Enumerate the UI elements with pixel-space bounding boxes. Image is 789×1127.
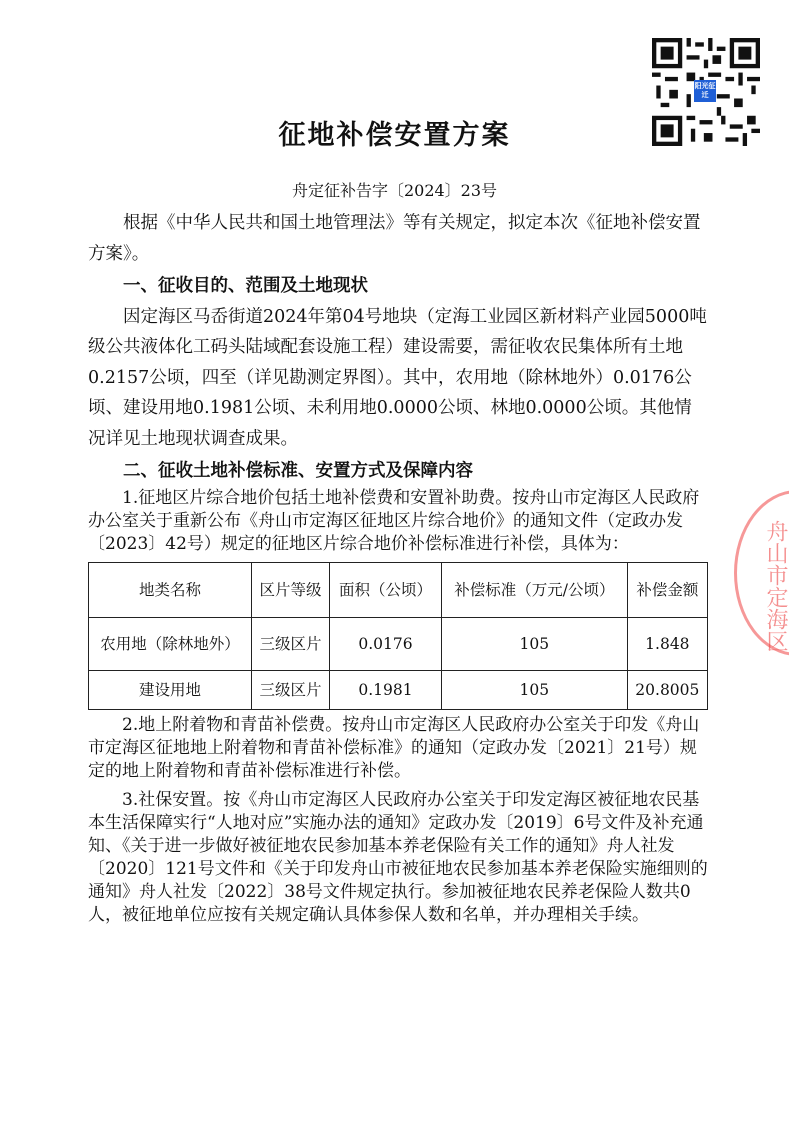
table-cell: 三级区片 [252, 670, 330, 709]
official-seal-text: 舟山市定海区 [763, 520, 788, 652]
table-header-cell: 补偿标准（万元/公顷） [441, 562, 627, 617]
table-row [89, 617, 708, 670]
table-cell: 105 [441, 617, 627, 670]
item3-paragraph: 3.社保安置。按《舟山市定海区人民政府办公室关于印发定海区被征地农民基本生活保障实行“人地对应”实施办法的通知》定政办发〔2019〕6号文件及补充通知、《关于进一步做好被征地农民参加基本养老保险有关工作的通知》舟人社发〔2020〕121号文件和《关于印发舟山市被征地农民参加基本养老保险实施细则的通知》舟人社发〔2022〕38号文件规定执行。参加被征地农民养老保险人数共0人，被征地单位应按有关规定确认具体参保人数和名单，并办理相关手续。 [88, 789, 708, 925]
table-header-cell: 面积（公顷） [329, 562, 441, 617]
table-cell: 105 [441, 670, 627, 709]
table-cell: 20.8005 [627, 670, 707, 709]
table-cell: 0.1981 [329, 670, 441, 709]
section1-paragraph: 因定海区马岙街道2024年第04号地块（定海工业园区新材料产业园5000吨级公共液体化工码头陆域配套设施工程）建设需要，需征收农民集体所有土地0.2157公顷，四至（详见勘测定界图）。其中，农用地（除林地外）0.0176公顷、建设用地0.1981公顷、未利用地0.0000公顷、林地0.0000公顷。其他情况详见土地现状调查成果。 [88, 306, 707, 449]
intro-paragraph: 根据《中华人民共和国土地管理法》等有关规定，拟定本次《征地补偿安置方案》。 [88, 213, 701, 264]
table-cell: 1.848 [627, 617, 707, 670]
document-number: 舟定征补告字〔2024〕23号 [291, 181, 498, 200]
table-cell: 农用地（除林地外） [89, 617, 252, 670]
table-header-cell: 区片等级 [252, 562, 330, 617]
qr-badge: 阳光征迁 [694, 80, 716, 102]
section2-heading: 二、征收土地补偿标准、安置方式及保障内容 [123, 461, 473, 481]
table-cell: 0.0176 [329, 617, 441, 670]
table-header-cell: 地类名称 [89, 562, 252, 617]
table-row [89, 670, 708, 709]
item1-paragraph: 1.征地区片综合地价包括土地补偿费和安置补助费。按舟山市定海区人民政府办公室关于重新公布《舟山市定海区征地区片综合地价》的通知文件（定政办发〔2023〕42号）规定的征地区片综合地价补偿标准进行补偿，具体为： [88, 487, 700, 554]
section1-heading: 一、征收目的、范围及土地现状 [123, 276, 368, 296]
item2-paragraph: 2.地上附着物和青苗补偿费。按舟山市定海区人民政府办公室关于印发《舟山市定海区征地地上附着物和青苗补偿标准》的通知（定政办发〔2021〕21号）规定的地上附着物和青苗补偿标准进行补偿。 [88, 714, 700, 781]
compensation-table [88, 562, 708, 710]
table-cell: 三级区片 [252, 617, 330, 670]
table-header-row [89, 562, 708, 617]
document-title: 征地补偿安置方案 [278, 120, 511, 151]
table-header-cell: 补偿金额 [627, 562, 707, 617]
table-cell: 建设用地 [89, 670, 252, 709]
document-body [88, 208, 708, 927]
